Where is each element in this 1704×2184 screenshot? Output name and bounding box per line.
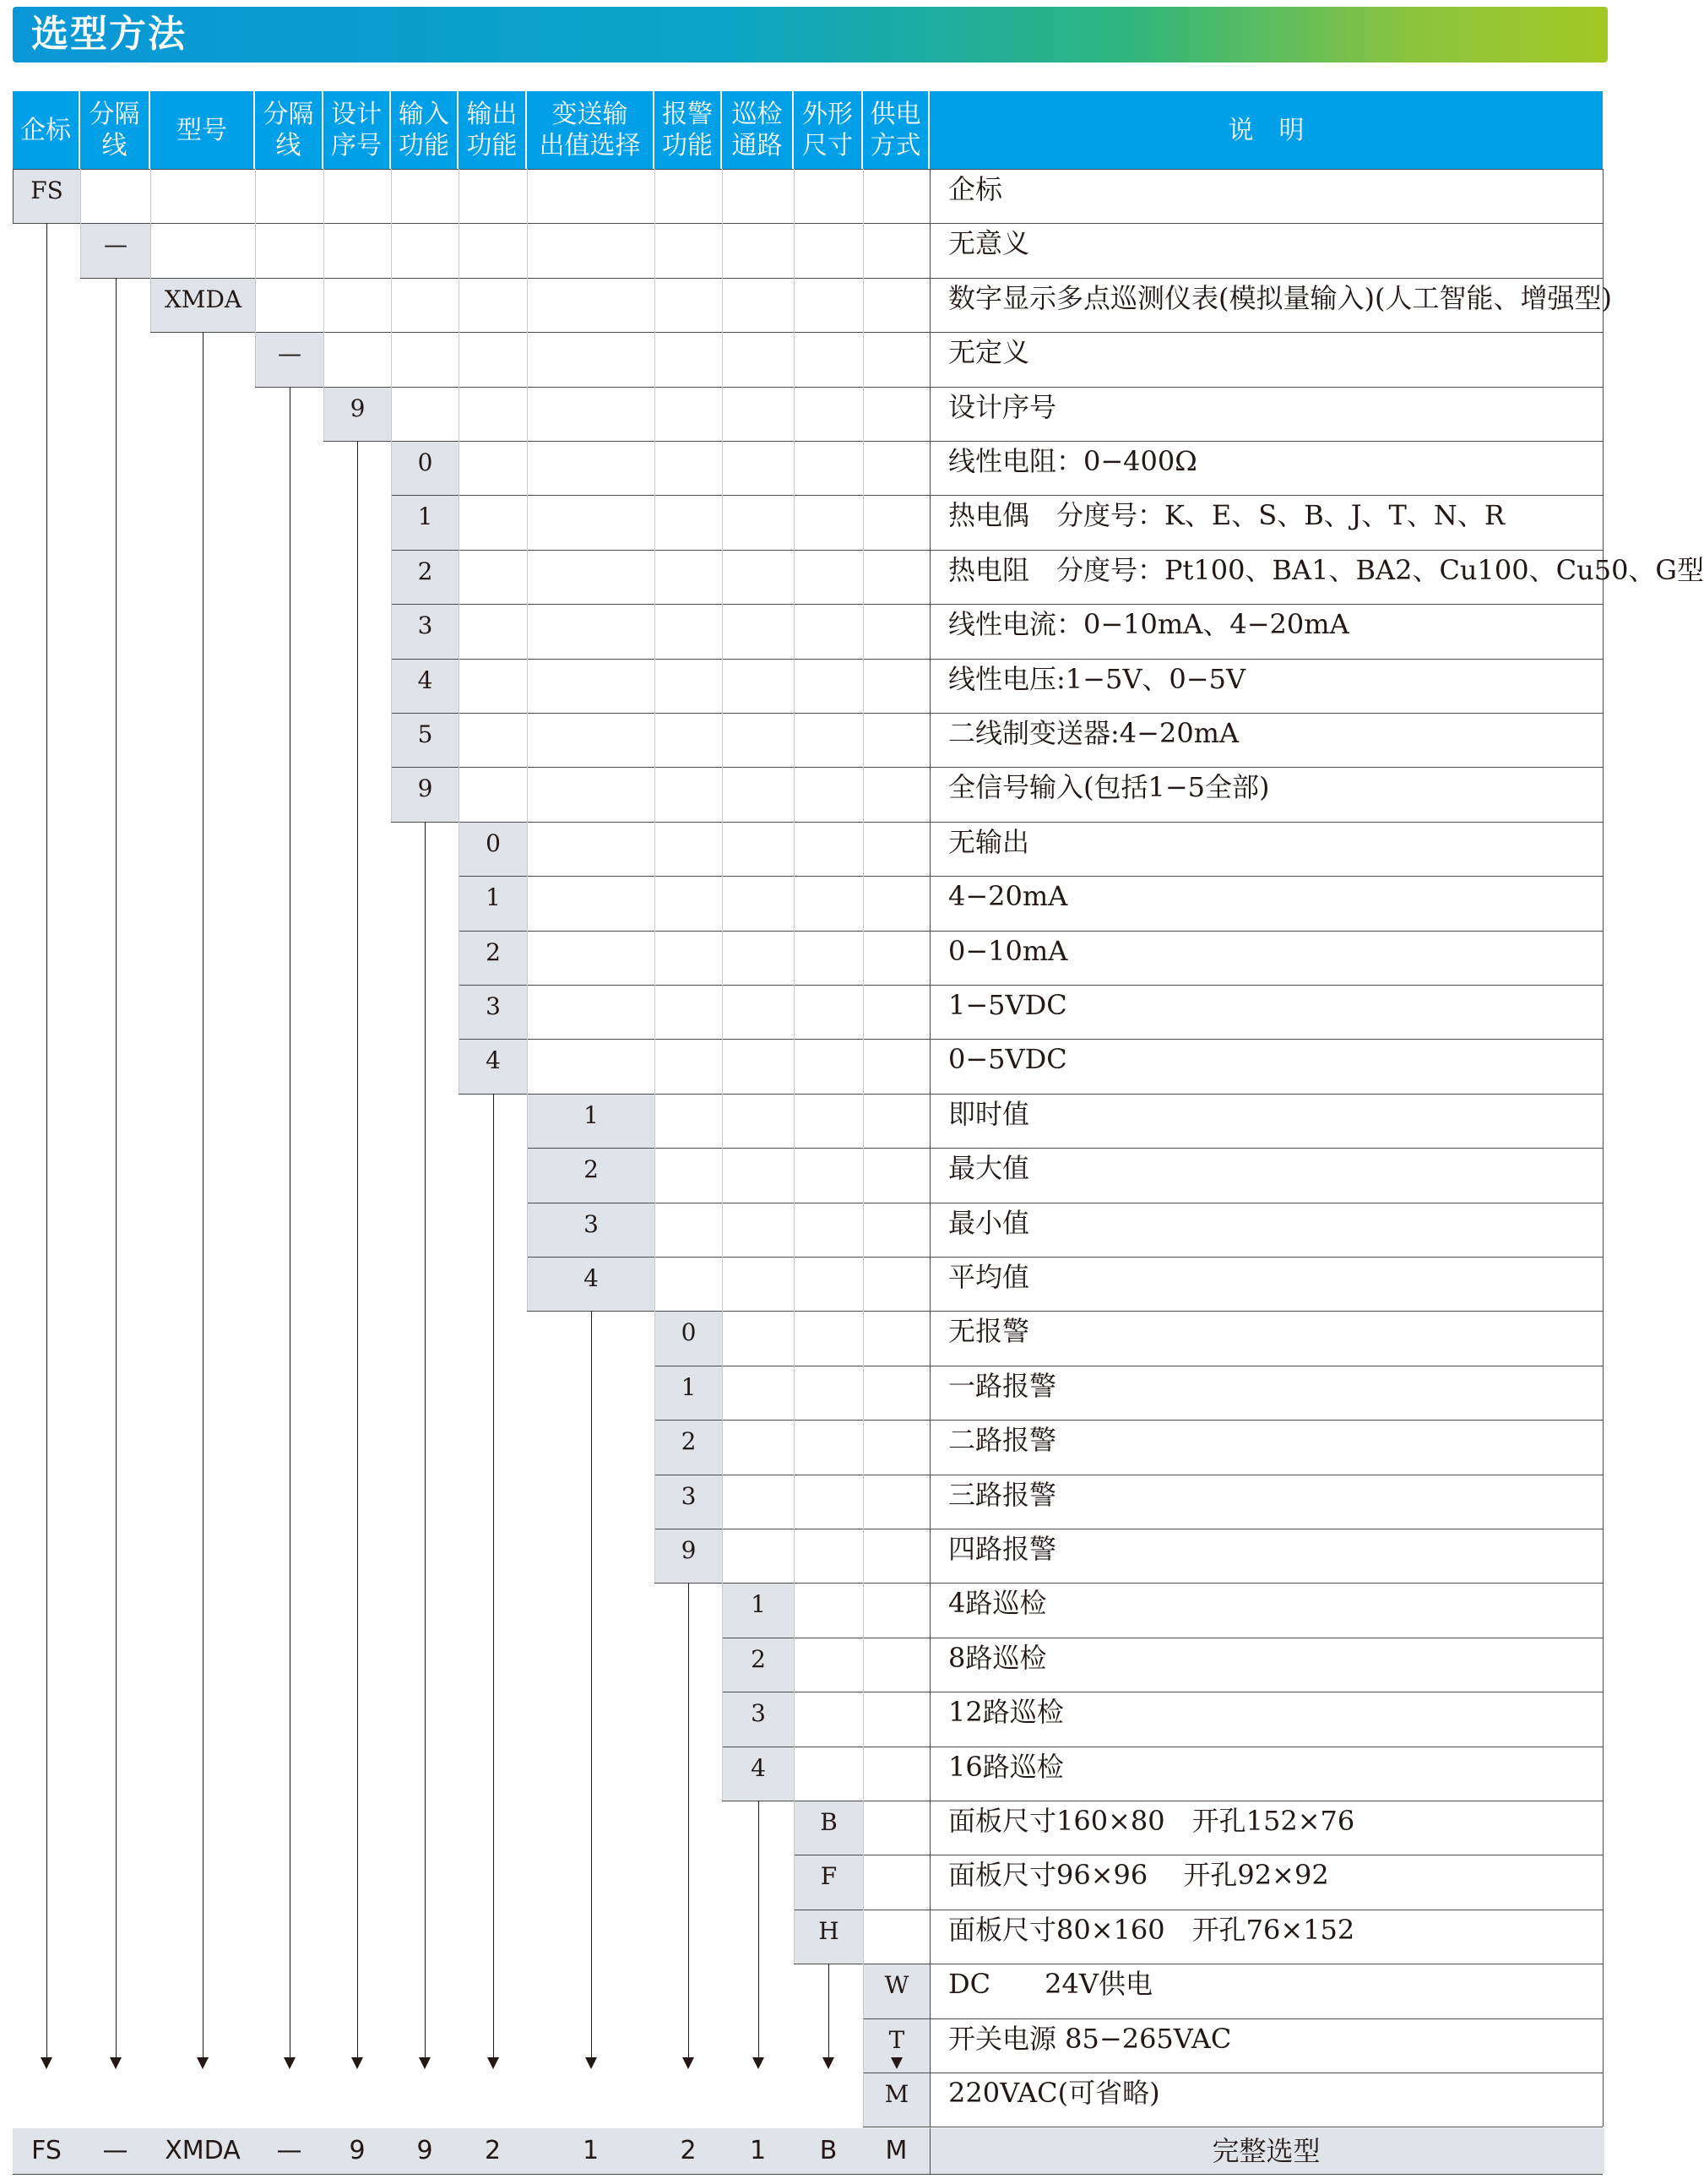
result-code: 9 [349,2136,366,2165]
arrow-shaft [203,332,204,2057]
option-description: 0−5VDC [948,1043,1067,1076]
arrow-head-icon [585,2057,597,2069]
option-code: 1 [459,877,527,930]
arrow-shaft [591,1311,592,2057]
option-code: 1 [528,1095,654,1148]
arrow-shaft [758,1801,759,2057]
result-code: 2 [680,2136,697,2165]
option-description: 面板尺寸80×160 开孔76×152 [948,1913,1355,1946]
arrow-head-icon [197,2057,209,2069]
result-code: 2 [484,2136,502,2165]
arrow-shaft [46,223,47,2057]
option-code: 2 [459,932,527,985]
option-description: DC 24V供电 [948,1968,1153,2001]
option-code: 9 [392,768,459,821]
option-description: 热电偶 分度号：K、E、S、B、J、T、N、R [948,499,1505,532]
result-code: — [102,2136,128,2165]
option-description: 三路报警 [948,1478,1057,1511]
row-divider [255,387,1603,388]
arrow-head-icon [110,2057,122,2069]
option-code: — [256,333,323,386]
section-banner [13,7,1608,62]
row-divider [527,1148,1603,1149]
header-text: 序号 [331,131,382,160]
option-code: 4 [459,1040,527,1093]
option-description: 线性电阻：0−400Ω [948,445,1197,477]
row-divider [459,931,1603,932]
option-code: FS [14,170,80,223]
option-code: 5 [392,714,459,767]
header-text: 报警 [662,100,713,129]
option-code: 4 [528,1258,654,1311]
row-divider [863,2018,1603,2019]
row-divider [459,1039,1603,1040]
row-divider [654,1420,1603,1421]
header-text: 功能 [466,131,518,160]
option-description: 0−10mA [948,934,1068,967]
arrow-head-icon [41,2057,52,2069]
header-text: 外形 [802,100,853,129]
option-description: 12路巡检 [948,1696,1064,1729]
option-code: 2 [528,1149,654,1202]
header-cell-7 [527,91,654,169]
row-divider [527,1257,1603,1258]
header-text: 巡检 [731,100,783,129]
arrow-head-icon [682,2057,694,2069]
option-description: 线性电压:1−5V、0−5V [948,662,1246,695]
option-description: 8路巡检 [948,1641,1047,1674]
row-divider [391,767,1603,768]
column-divider [1603,169,1604,2127]
arrow-shaft [116,278,117,2057]
option-code: 0 [392,442,459,495]
option-description: 数字显示多点巡测仪表(模拟量输入)(人工智能、增强型) [948,281,1612,314]
option-code: H [795,1910,863,1964]
header-text: 设计 [331,100,382,129]
row-divider [391,822,1603,823]
option-code: 3 [723,1692,794,1746]
result-code: XMDA [165,2136,241,2165]
row-divider [391,495,1603,496]
option-description: 开关电源 85−265VAC [948,2022,1232,2055]
arrow-shaft [688,1583,689,2057]
option-description: 无定义 [948,336,1030,369]
option-description: 四路报警 [948,1533,1057,1565]
option-code: 3 [655,1475,722,1529]
option-description: 16路巡检 [948,1750,1064,1783]
arrow-head-icon [891,2057,903,2069]
row-divider [150,332,1603,333]
option-description: 线性电流：0−10mA、4−20mA [948,608,1349,641]
header-cell-6 [459,91,527,169]
column-divider [722,169,723,1801]
option-code: 4 [723,1747,794,1801]
header-text: 功能 [399,131,449,160]
result-code: 9 [416,2136,433,2165]
option-code: B [795,1801,863,1855]
section-title: 选型方法 [31,13,187,56]
arrow-shaft [828,1964,829,2057]
option-description: 即时值 [948,1097,1030,1130]
result-code: — [276,2136,302,2165]
arrow-head-icon [419,2057,431,2069]
option-description: 全信号输入(包括1−5全部) [948,771,1270,804]
option-code: 0 [655,1312,722,1365]
option-description: 一路报警 [948,1369,1057,1402]
header-cell-10 [794,91,863,169]
option-description: 无报警 [948,1315,1030,1348]
option-code: — [81,224,150,277]
column-divider [794,169,795,1964]
row-divider [13,223,1603,224]
option-description: 热电阻 分度号：Pt100、BA1、BA2、Cu100、Cu50、G型 [948,553,1704,586]
option-description: 设计序号 [948,390,1057,423]
arrow-shaft [493,1094,494,2057]
header-cell-12 [930,91,1603,169]
option-description: 4路巡检 [948,1587,1047,1620]
option-code: 0 [459,823,527,876]
header-text: 供电 [870,100,921,129]
row-divider [391,604,1603,605]
header-text: 功能 [662,131,713,160]
row-divider [654,1583,1603,1584]
option-code: 3 [459,986,527,1039]
result-label: 完整选型 [1212,2135,1321,2167]
row-divider [459,985,1603,986]
option-code: 9 [655,1529,722,1583]
option-description: 无输出 [948,825,1030,858]
option-description: 企标 [948,173,1003,205]
header-cell-1 [80,91,150,169]
option-description: 最大值 [948,1152,1030,1185]
header-text: 型号 [176,115,227,145]
header-text: 线 [101,131,128,160]
result-code: 1 [582,2136,600,2165]
result-code: B [819,2136,838,2165]
header-cell-3 [255,91,323,169]
row-divider [459,876,1603,877]
row-divider [323,441,1603,442]
option-code: 2 [723,1638,794,1692]
arrow-head-icon [284,2057,296,2069]
header-text: 说 明 [1228,115,1305,145]
result-bottom-line [13,2174,1603,2175]
option-code: T [864,2019,930,2073]
result-code: FS [31,2136,62,2165]
option-code: 1 [723,1584,794,1637]
option-code: 3 [392,605,459,658]
option-description: 220VAC(可省略) [948,2077,1160,2109]
arrow-shaft [357,441,358,2057]
header-cell-8 [654,91,722,169]
option-description: 面板尺寸160×80 开孔152×76 [948,1805,1355,1837]
arrow-head-icon [822,2057,834,2069]
option-code: F [795,1855,863,1909]
row-divider [80,278,1603,279]
row-divider [13,169,1603,170]
header-cell-5 [391,91,459,169]
option-code: 4 [392,660,459,713]
header-text: 分隔 [263,100,314,129]
option-code: 2 [392,551,459,604]
option-description: 1−5VDC [948,989,1067,1021]
option-code: 2 [655,1421,722,1474]
header-text: 输入 [399,100,449,129]
header-text: 分隔 [89,100,140,129]
arrow-head-icon [351,2057,363,2069]
row-divider [391,659,1603,660]
option-code: M [864,2073,930,2127]
header-cell-11 [863,91,930,169]
column-divider [863,169,864,2127]
row-divider [391,550,1603,551]
arrow-head-icon [487,2057,499,2069]
row-divider [391,713,1603,714]
header-cell-0 [13,91,80,169]
option-description: 二路报警 [948,1424,1057,1457]
header-cell-2 [150,91,255,169]
option-description: 无意义 [948,227,1030,260]
option-description: 二线制变送器:4−20mA [948,717,1240,749]
header-text: 方式 [870,131,921,160]
option-code: XMDA [151,279,255,332]
header-text: 尺寸 [802,131,853,160]
header-text: 线 [275,131,301,160]
header-text: 出值选择 [539,131,641,160]
option-code: 1 [392,496,459,549]
header-text: 企标 [20,115,71,145]
header-text: 输出 [466,100,518,129]
option-code: 1 [655,1366,722,1420]
result-code: M [885,2136,908,2165]
header-text: 通路 [731,131,783,160]
option-code: 3 [528,1203,654,1257]
header-cell-9 [722,91,794,169]
header-text: 变送输 [551,100,628,129]
arrow-head-icon [752,2057,764,2069]
header-cell-4 [323,91,391,169]
option-code: 9 [324,388,391,441]
arrow-shaft [425,822,426,2057]
result-code: 1 [749,2136,767,2165]
option-description: 最小值 [948,1206,1030,1239]
option-code: W [864,1964,930,2018]
option-description: 平均值 [948,1261,1030,1293]
option-description: 4−20mA [948,880,1068,913]
option-description: 面板尺寸96×96 开孔92×92 [948,1859,1329,1892]
column-divider [930,169,931,2127]
